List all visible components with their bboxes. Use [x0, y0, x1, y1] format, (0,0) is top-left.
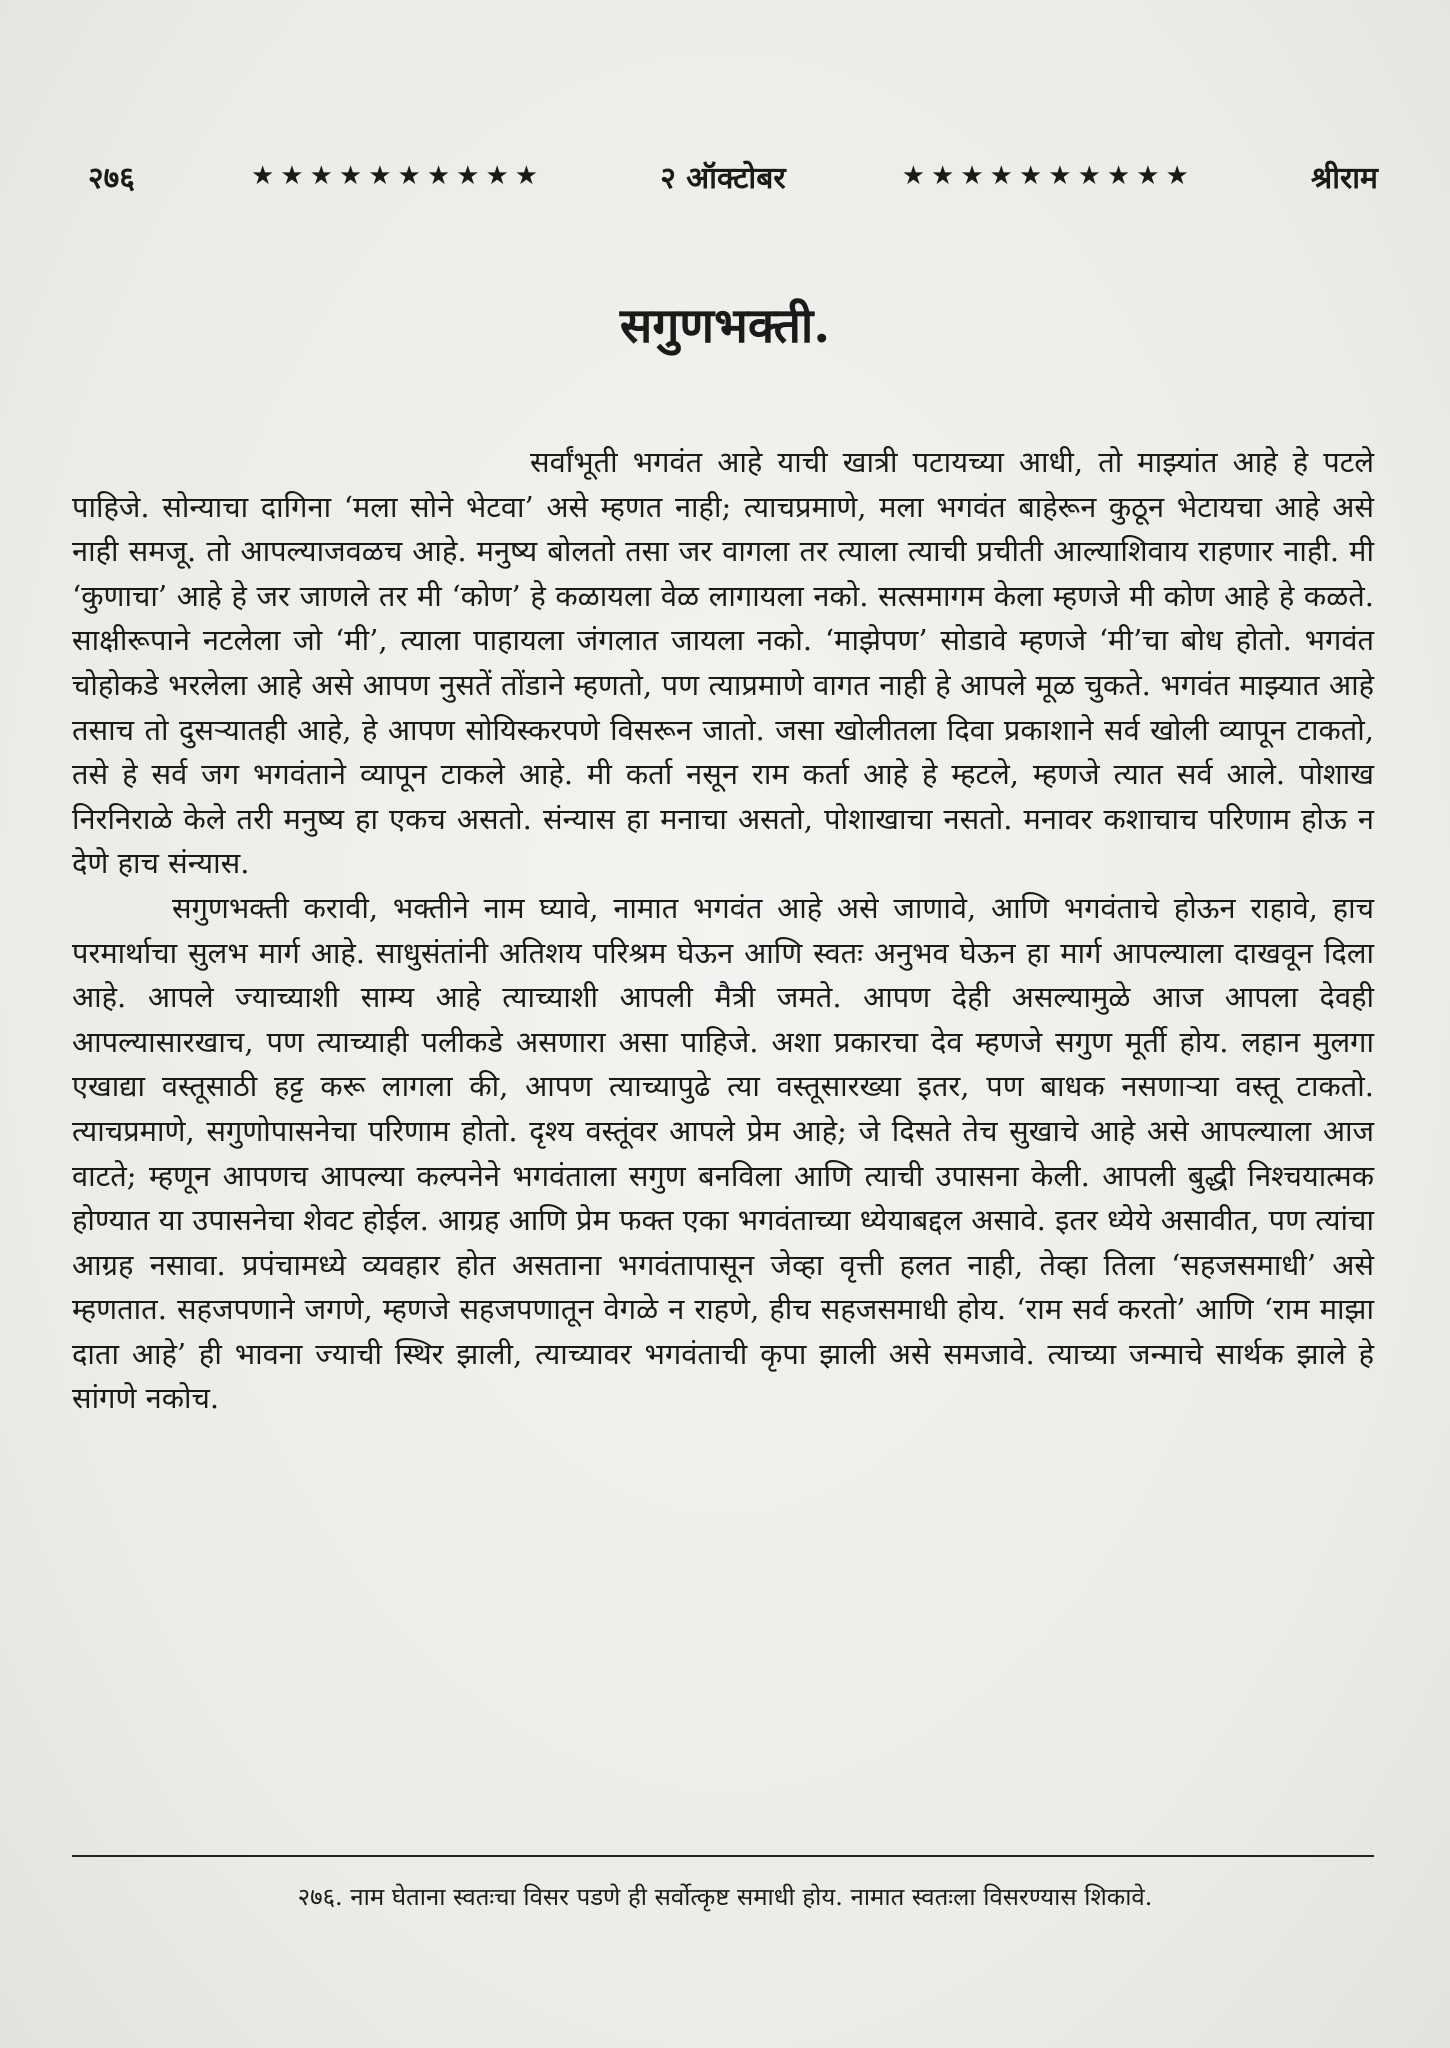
footnote: २७६. नाम घेताना स्वतःचा विसर पडणे ही सर्वोत्कृष्ट समाधी होय. नामात स्वतःला विसरण्यास शिकावे.	[297, 1883, 1153, 1911]
body-text	[72, 440, 1374, 1421]
paragraph-1: सर्वांभूती भगवंत आहे याची खात्री पटायच्या आधी, तो माझ्यांत आहे हे पटले पाहिजे. सोन्याचा दागिना ‘मला सोने भेटवा’ असे म्हणत नाही; त्याचप्रमाणे, मला भगवंत बाहेरून कुठून भेटायचा आहे असे नाही समजू. तो आपल्याजवळच आहे. मनुष्य बोलतो तसा जर वागला तर त्याला त्याची प्रचीती आल्याशिवाय राहणार नाही. मी ‘कुणाचा’ आहे हे जर जाणले तर मी ‘कोण’ हे कळायला वेळ लागायला नको. सत्समागम केला म्हणजे मी कोण आहे हे कळते. साक्षीरूपाने नटलेला जो ‘मी’, त्याला पाहायला जंगलात जायला नको. ‘माझेपण’ सोडावे म्हणजे ‘मी’चा बोध होतो. भगवंत चोहोकडे भरलेला आहे असे आपण नुसतें तोंडाने म्हणतो, पण त्याप्रमाणे वागत नाही हे आपले मूळ चुकते. भगवंत माझ्यात आहे तसाच तो दुसऱ्यातही आहे, हे आपण सोयिस्करपणे विसरून जातो. जसा खोलीतला दिवा प्रकाशाने सर्व खोली व्यापून टाकतो, तसे हे सर्व जग भगवंताने व्यापून टाकले आहे. मी कर्ता नसून राम कर्ता आहे हे म्हटले, म्हणजे त्यात सर्व आले. पोशाख निरनिराळे केले तरी मनुष्य हा एकच असतो. संन्यास हा मनाचा असतो, पोशाखाचा नसतो. मनावर कशाचाच परिणाम होऊ न देणे हाच संन्यास.	[72, 445, 1374, 881]
stars-left-ornament: ★★★★★★★★★★	[250, 161, 545, 191]
paragraph-2: सगुणभक्ती करावी, भक्तीने नाम घ्यावे, नामात भगवंत आहे असे जाणावे, आणि भगवंताचे होऊन राहावे, हाच परमार्थाचा सुलभ मार्ग आहे. साधुसंतांनी अतिशय परिश्रम घेऊन आणि स्वतः अनुभव घेऊन हा मार्ग आपल्याला दाखवून दिला आहे. आपले ज्याच्याशी साम्य आहे त्याच्याशी आपली मैत्री जमते. आपण देही असल्यामुळे आज आपला देवही आपल्यासारखाच, पण त्याच्याही पलीकडे असणारा असा पाहिजे. अशा प्रकारचा देव म्हणजे सगुण मूर्ती होय. लहान मुलगा एखाद्या वस्तूसाठी हट्ट करू लागला की, आपण त्याच्यापुढे त्या वस्तूसारख्या इतर, पण बाधक नसणाऱ्या वस्तू टाकतो. त्याचप्रमाणे, सगुणोपासनेचा परिणाम होतो. दृश्य वस्तूंवर आपले प्रेम आहे; जे दिसते तेच सुखाचे आहे असे आपल्याला आज वाटते; म्हणून आपणच आपल्या कल्पनेने भगवंताला सगुण बनविला आणि त्याची उपासना केली. आपली बुद्धी निश्चयात्मक होण्यात या उपासनेचा शेवट होईल. आग्रह आणि प्रेम फक्त एका भगवंताच्या ध्येयाबद्दल असावे. इतर ध्येये असावीत, पण त्यांचा आग्रह नसावा. प्रपंचामध्ये व्यवहार होत असताना भगवंतापासून जेव्हा वृत्ती हलत नाही, तेव्हा तिला ‘सहजसमाधी’ असे म्हणतात. सहजपणाने जगणे, म्हणजे सहजपणातून वेगळे न राहणे, हीच सहजसमाधी होय. ‘राम सर्व करतो’ आणि ‘राम माझा दाता आहे’ ही भावना ज्याची स्थिर झाली, त्याच्यावर भगवंताची कृपा झाली असे समजावे. त्याच्या जन्माचे सार्थक झाले हे सांगणे नकोच.	[72, 890, 1374, 1416]
footnote-divider	[72, 1855, 1374, 1857]
page-number: २७६	[88, 160, 135, 196]
header-shriram: श्रीराम	[1311, 160, 1378, 196]
page-header	[88, 152, 1378, 200]
stars-right-ornament: ★★★★★★★★★★	[901, 161, 1195, 191]
header-date: २ ऑक्टोबर	[660, 160, 786, 196]
page-title: सगुणभक्ती.	[619, 298, 831, 354]
